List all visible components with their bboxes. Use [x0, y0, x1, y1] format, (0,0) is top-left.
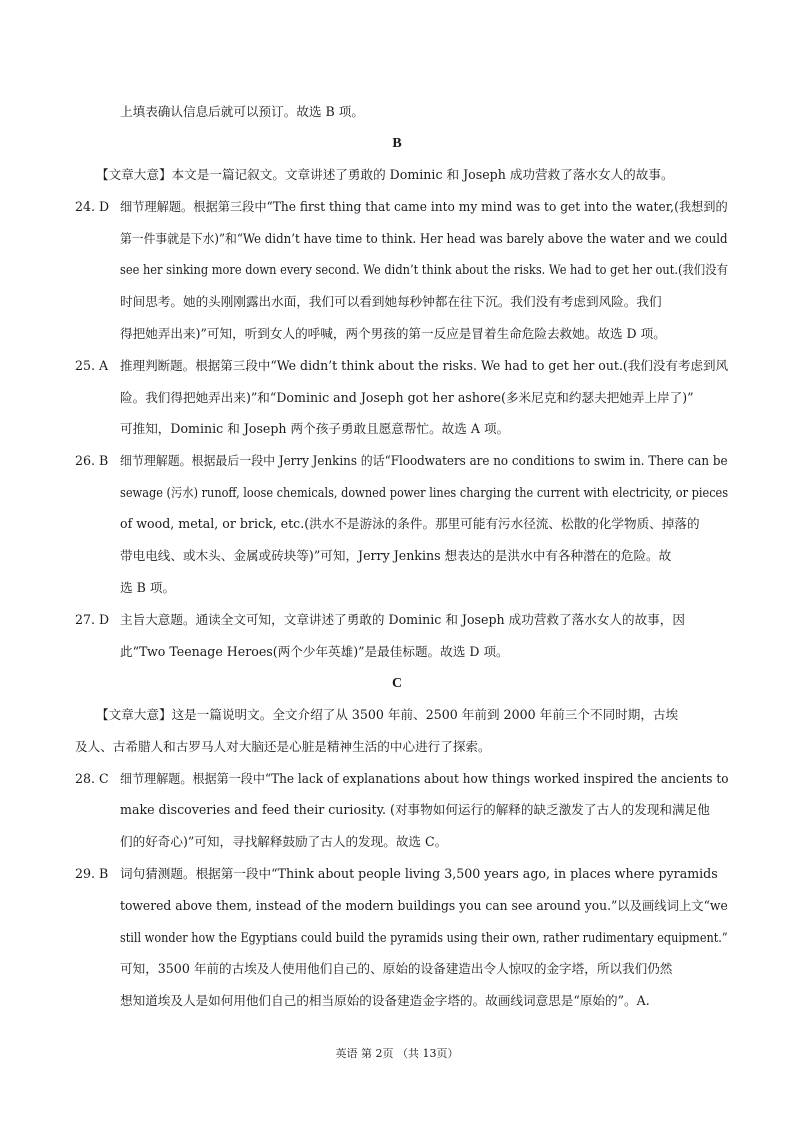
text-line: 及人、古希腊人和古罗马人对大脑还是心脏是精神生活的中心进行了探索。 [75, 739, 491, 754]
question-number-25: 25. A [75, 358, 109, 373]
text-line: 带电电线、或木头、金属或砖块等)”可知，Jerry Jenkins 想表达的是洪水中有各种潜在的危险。故 [120, 548, 672, 563]
text-line: 可知，3500 年前的古埃及人使用他们自己的、原始的设备建造出令人惊叹的金字塔，所以我们仍然 [120, 961, 673, 976]
text-line: towered above them, instead of the modern buildings you can see around you.”以及画线词上文“we [120, 898, 728, 913]
text-line: 第一件事就是下水)”和“We didn’t have time to think. Her head was barely above the water and we could [120, 231, 728, 246]
text-line: 想知道埃及人是如何用他们自己的相当原始的设备建造金字塔的。故画线词意思是“原始的”。A. [120, 993, 650, 1008]
question-number-24: 24. D [75, 199, 110, 214]
text-line: 词句猜测题。根据第一段中“Think about people living 3,500 years ago, in places where pyramids [120, 866, 718, 881]
text-line: 上填表确认信息后就可以预订。故选 B 项。 [120, 104, 364, 119]
text-line: 险。我们得把她弄出来)”和“Dominic and Joseph got her ashore(多米尼克和约瑟夫把她弄上岸了)” [120, 390, 694, 405]
text-line: sewage (污水) runoff, loose chemicals, downed power lines charging the current with electricity, or pieces [120, 485, 729, 500]
text-line: 们的好奇心)”可知，寻找解释鼓励了古人的发现。故选 C。 [120, 834, 448, 849]
text-line: 选 B 项。 [120, 580, 176, 595]
section-heading-b: B [392, 136, 402, 151]
question-number-27: 27. D [75, 612, 110, 627]
summary-paragraph-b: 【文章大意】本文是一篇记叙文。文章讲述了勇敢的 Dominic 和 Joseph 成功营救了落水女人的故事。 [96, 167, 674, 182]
question-number-26: 26. B [75, 453, 109, 468]
section-heading-c: C [391, 676, 403, 691]
summary-paragraph-c: 【文章大意】这是一篇说明文。全文介绍了从 3500 年前、2500 年前到 2000 年前三个不同时期，古埃 [96, 707, 679, 722]
text-line: 时间思考。她的头刚刚露出水面，我们可以看到她每秒钟都在往下沉。我们没有考虑到风险。我们 [120, 294, 662, 309]
text-line: 此“Two Teenage Heroes(两个少年英雄)”是最佳标题。故选 D 项。 [120, 644, 509, 659]
text-line: 细节理解题。根据最后一段中 Jerry Jenkins 的话“Floodwaters are no conditions to swim in. There can be [120, 453, 728, 468]
text-line: 推理判断题。根据第三段中“We didn’t think about the risks. We had to get her out.(我们没有考虑到风 [120, 358, 729, 373]
question-number-28: 28. C [75, 771, 109, 786]
text-line: of wood, metal, or brick, etc.(洪水不是游泳的条件。那里可能有污水径流、松散的化学物质、掉落的 [120, 516, 700, 531]
question-number-29: 29. B [75, 866, 109, 881]
text-line: make discoveries and feed their curiosity. (对事物如何运行的解释的缺乏激发了古人的发现和满足他 [120, 802, 710, 817]
text-line: 可推知，Dominic 和 Joseph 两个孩子勇敢且愿意帮忙。故选 A 项。 [120, 421, 510, 436]
page-footer: 英语 第 2页 （共 13页） [335, 1047, 459, 1060]
text-line: still wonder how the Egyptians could build the pyramids using their own, rather rudimentary equipment.” [120, 930, 728, 945]
text-line: 得把她弄出来)”可知，听到女人的呼喊，两个男孩的第一反应是冒着生命危险去救她。故选 D 项。 [120, 326, 666, 341]
text-line: 细节理解题。根据第一段中“The lack of explanations about how things worked inspired the ancients to [120, 771, 729, 786]
text-line: see her sinking more down every second. We didn’t think about the risks. We had to get her out.(我们没有 [120, 262, 728, 277]
text-line: 主旨大意题。通读全文可知，文章讲述了勇敢的 Dominic 和 Joseph 成功营救了落水女人的故事，因 [120, 612, 685, 627]
text-line: 细节理解题。根据第三段中“The first thing that came into my mind was to get into the water,(我想到的 [120, 199, 728, 214]
